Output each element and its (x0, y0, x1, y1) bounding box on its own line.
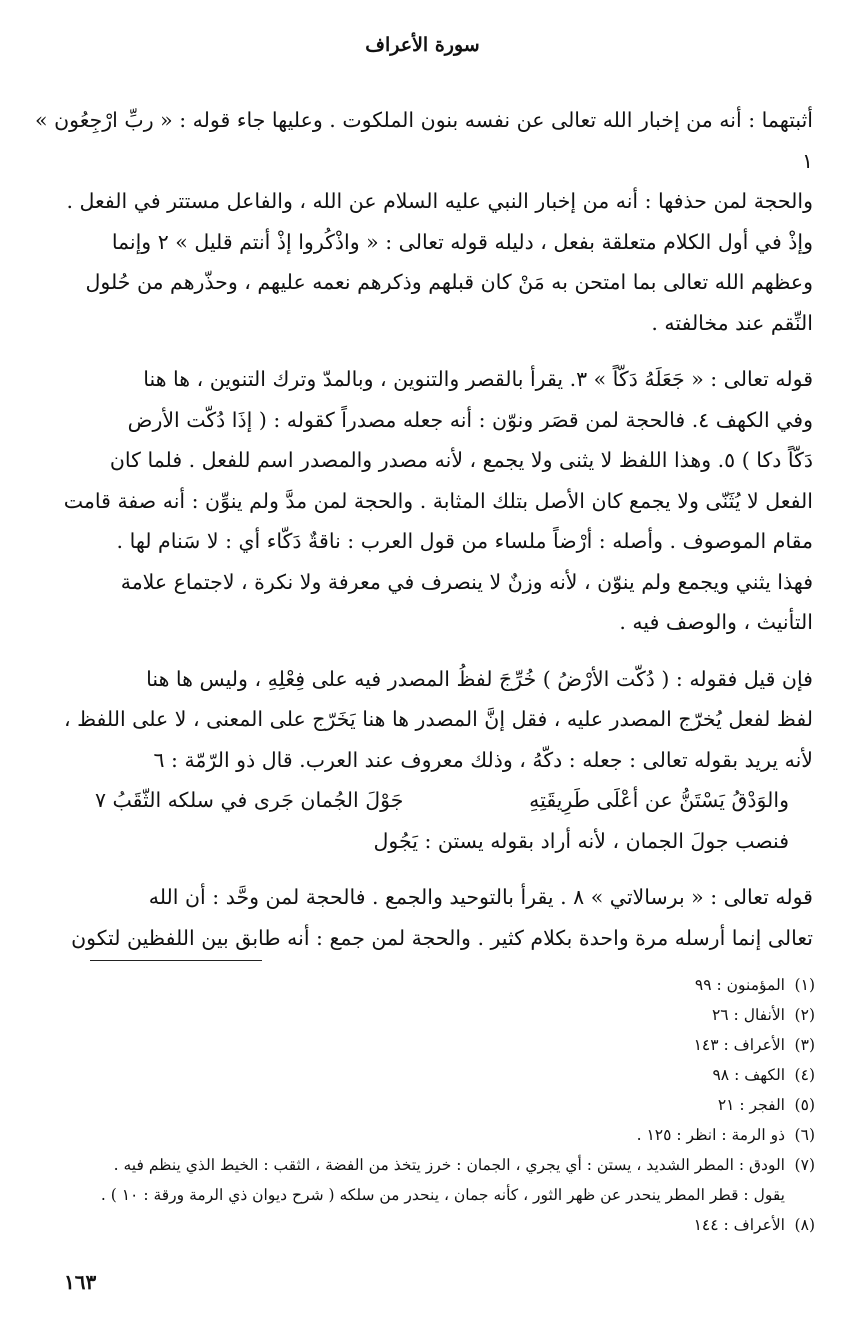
footnote-text: الأعراف : ١٤٣ (693, 1036, 785, 1054)
text-line: التأنيث ، والوصف فيه . (619, 610, 813, 634)
paragraph-4 (35, 877, 813, 958)
poetry-verse (35, 780, 813, 821)
page-number: ١٦٣ (64, 1270, 97, 1294)
footnote-number: (٣) (794, 1036, 815, 1054)
footnotes (25, 970, 815, 1240)
footnote-number: (٧) (794, 1156, 815, 1174)
page-header-title: سورة الأعراف (365, 34, 480, 56)
text-line: وفي الكهف ٤. فالحجة لمن قصَر ونوّن : أنه جعله مصدراً كقوله : ( إذَا دُكّت الأرض (127, 407, 813, 432)
text-line: والحجة لمن حذفها : أنه من إخبار النبي عليه السلام عن الله ، والفاعل مستتر في الفعل . (66, 189, 813, 213)
paragraph-2 (35, 359, 813, 643)
footnote-number: (١) (794, 976, 815, 994)
text-line: فإن قيل فقوله : ( دُكّت الأرْضُ ) خُرِّجَ لفظُ المصدر فيه على فِعْلِهِ ، وليس ها هنا (146, 666, 813, 691)
footnote-item (25, 1030, 815, 1060)
footnote-item (25, 1090, 815, 1120)
footnote-continuation (25, 1180, 815, 1210)
verse-first-hemistich: والوَدْقُ يَسْتَنُّ عن أعْلَى طَرِيقَتِهِ (529, 788, 789, 812)
paragraph-3 (35, 659, 813, 781)
text-line: مقام الموصوف . وأصله : أرْضاً ملساء من قول العرب : ناقةٌ دَكّاء أي : لا سَنام لها . (116, 529, 813, 553)
footnote-number: (٨) (794, 1216, 815, 1234)
footnote-text: الكهف : ٩٨ (712, 1066, 785, 1084)
footnote-number: (٦) (794, 1126, 815, 1144)
footnote-text: المؤمنون : ٩٩ (694, 976, 785, 994)
footnote-divider (90, 960, 262, 961)
text-line: وإذْ في أول الكلام متعلقة بفعل ، دليله قوله تعالى : « واذْكُروا إذْ أنتم قليل » ٢ وإنما (111, 229, 813, 254)
footnote-item (25, 1120, 815, 1150)
footnote-number: (٥) (794, 1096, 815, 1114)
text-line: دَكّاً دكا ) ٥. وهذا اللفظ لا يثنى ولا يجمع ، لأنه مصدر والمصدر اسم للفعل . فلما كان (109, 448, 813, 472)
text-line: وعظهم الله تعالى بما امتحن به مَنْ كان قبلهم وذكرهم نعمه عليهم ، وحذّرهم من حُلول (85, 270, 813, 294)
verse-explanation (35, 821, 813, 862)
paragraph-1 (35, 100, 813, 343)
footnote-item (25, 1000, 815, 1030)
text-line: لفظ لفعل يُخرّج المصدر عليه ، فقل إنَّ المصدر ها هنا يَخَرّج على المعنى ، لا على اللفظ ، (63, 707, 813, 731)
text-line: النِّقم عند مخالفته . (651, 310, 813, 335)
footnote-number: (٢) (794, 1006, 815, 1024)
footnote-item (25, 1210, 815, 1240)
footnote-item (25, 970, 815, 1000)
footnote-text: الودق : المطر الشديد ، يستن : أي يجري ، الجمان : خرز يتخذ من الفضة ، الثقب : الخيط الذي ينظم فيه . (113, 1156, 785, 1174)
footnote-text: الفجر : ٢١ (717, 1096, 785, 1114)
footnote-item (25, 1060, 815, 1090)
text-line: قوله تعالى : « جَعَلَهُ دَكّاً » ٣. يقرأ بالقصر والتنوين ، وبالمدّ وترك التنوين ، ها هنا (143, 367, 813, 391)
footnote-text: الأعراف : ١٤٤ (693, 1216, 785, 1234)
text-line: قوله تعالى : « برسالاتي » ٨ . يقرأ بالتوحيد والجمع . فالحجة لمن وحَّد : أن الله (148, 885, 813, 909)
footnote-text: ذو الرمة : انظر : ١٢٥ . (636, 1126, 785, 1144)
footnote-text: يقول : قطر المطر ينحدر عن ظهر الثور ، كأنه جمان ، ينحدر من سلكه ( شرح ديوان ذي الرمة ورقة : ١٠ ) . (100, 1186, 785, 1204)
text-line: أثبتهما : أنه من إخبار الله تعالى عن نفسه بنون الملكوت . وعليها جاء قوله : « ربِّ ارْجِعُون » ١ (35, 108, 813, 173)
text-line: فنصب جولَ الجمان ، لأنه أراد بقوله يستن : يَجُول (373, 828, 789, 853)
verse-second-hemistich: جَوْلَ الجُمان جَرى في سلكه الثّقَبُ ٧ (95, 788, 404, 812)
footnote-item (25, 1150, 815, 1180)
text-line: فهذا يثني ويجمع ولم ينوّن ، لأنه وزنٌ لا ينصرف في معرفة ولا نكرة ، لاجتماع علامة (120, 569, 813, 594)
text-line: الفعل لا يُثَنّى ولا يجمع كان الأصل بتلك المثابة . والحجة لمن مدَّ ولم ينوِّن : أنه صفة قامت (63, 488, 813, 513)
text-line: لأنه يريد بقوله تعالى : جعله : دكّهُ ، وذلك معروف عند العرب. قال ذو الرّمّة : ٦ (153, 747, 813, 772)
footnote-text: الأنفال : ٢٦ (711, 1006, 785, 1024)
footnote-number: (٤) (794, 1066, 815, 1084)
text-line: تعالى إنما أرسله مرة واحدة بكلام كثير . والحجة لمن جمع : أنه طابق بين اللفظين لتكون (71, 925, 813, 950)
main-text (35, 100, 813, 974)
